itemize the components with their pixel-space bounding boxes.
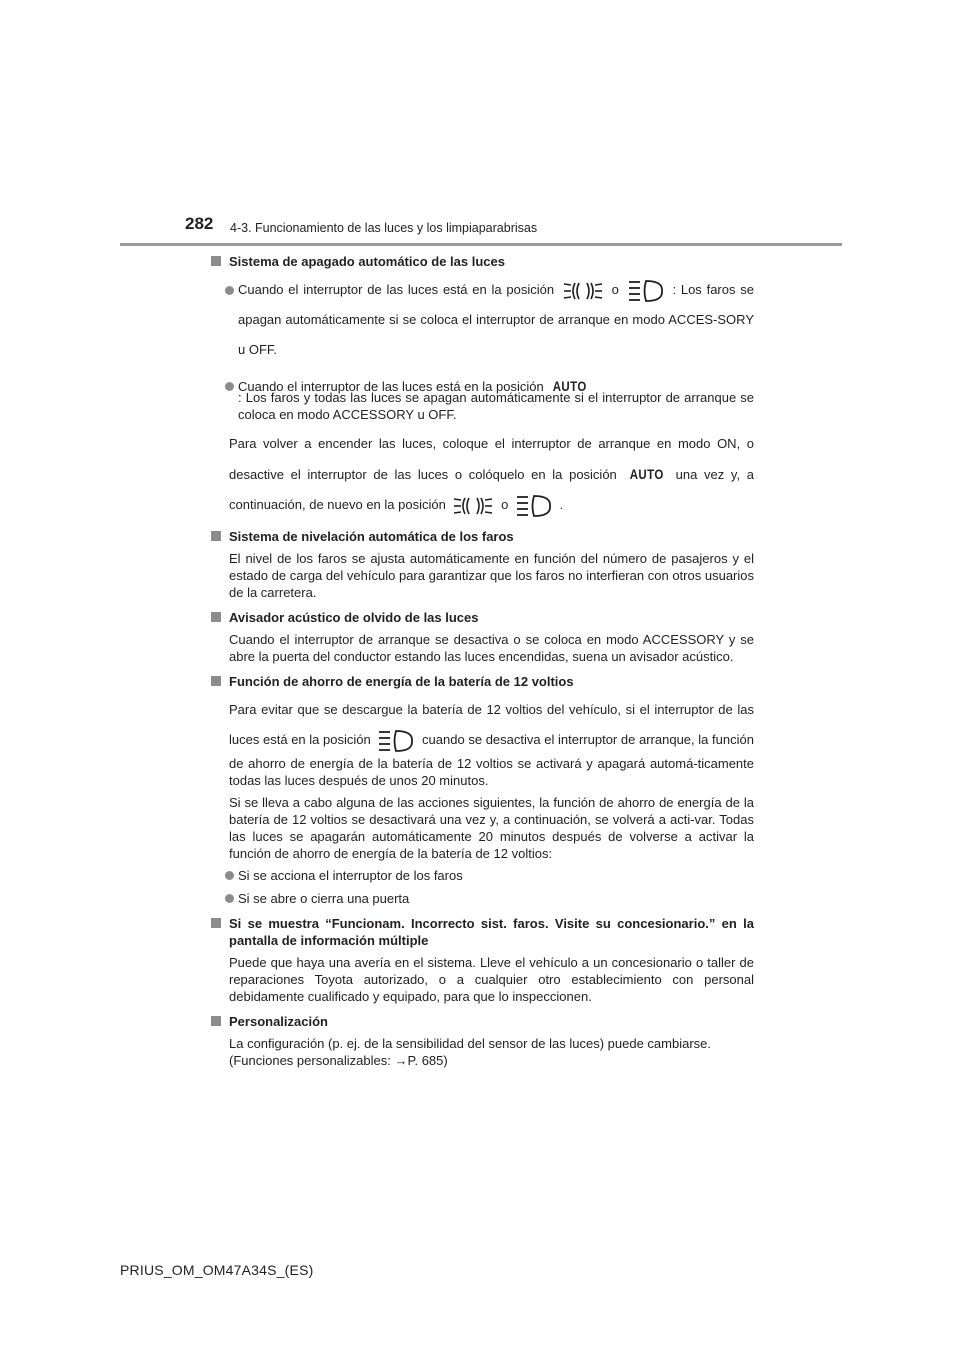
paragraph: La configuración (p. ej. de la sensibilidad del sensor de las luces) puede cambiarse. <box>229 1036 712 1051</box>
square-bullet-icon <box>211 676 221 686</box>
heading-battery-saver: Función de ahorro de energía de la batería de 12 voltios <box>209 673 754 690</box>
document-id: PRIUS_OM_OM47A34S_(ES) <box>120 1262 314 1278</box>
headlight-icon <box>628 279 664 303</box>
paragraph: El nivel de los faros se ajusta automáticamente en función del número de pasajeros y el estado de carga del vehículo para garantizar que los faros no interfieran con otros usuarios de la carretera. <box>229 551 754 600</box>
paragraph: Si se lleva a cabo alguna de las acciones siguientes, la función de ahorro de energía de la batería de 12 voltios se desactivará una vez y, a continuación, se volverá a acti-var. Todas las luces se apagarán automáticamente 20 minutos después de volverse a activar la función de ahorro de energía de la batería de 12 voltios: <box>229 795 754 861</box>
circle-bullet-icon <box>225 871 234 880</box>
circle-bullet-icon <box>225 382 234 391</box>
square-bullet-icon <box>211 918 221 928</box>
heading-auto-off: Sistema de apagado automático de las luces <box>209 253 754 270</box>
auto-label-icon: AUTO <box>629 466 664 482</box>
heading-customization: Personalización <box>209 1013 754 1030</box>
bullet-item: Si se abre o cierra una puerta <box>209 890 754 907</box>
section-title: 4-3. Funcionamiento de las luces y los limpiaparabrisas <box>230 221 538 235</box>
square-bullet-icon <box>211 1016 221 1026</box>
headlight-icon <box>516 494 552 518</box>
circle-bullet-icon <box>225 286 234 295</box>
tail-light-icon <box>563 280 603 302</box>
auto-label-icon: AUTO <box>553 378 588 394</box>
square-bullet-icon <box>211 612 221 622</box>
heading-auto-leveling: Sistema de nivelación automática de los faros <box>209 528 754 545</box>
paragraph: Para evitar que se descargue la batería de 12 voltios del vehículo, si el interruptor de las luces está en la posición cuando se desactiva el interruptor de arranque, la función de ahorro de energía de la batería de 12 voltios se activará y apagará automá-ticamente todas las luces después de unos 20 minutos. <box>229 702 754 788</box>
bullet-item: Cuando el interruptor de las luces está en la posición o : Los faros se apagan automáticamente si se coloca el interruptor de arranque en modo ACCES-SORY u OFF. <box>209 275 754 365</box>
paragraph: Puede que haya una avería en el sistema. Lleve el vehículo a un concesionario o taller de reparaciones Toyota autorizado, o a cualquier otro establecimiento con personal debidamente cualificado y equipado, para que lo inspeccionen. <box>229 955 754 1004</box>
tail-light-icon <box>453 495 493 517</box>
square-bullet-icon <box>211 256 221 266</box>
header-divider <box>120 243 842 246</box>
paragraph: Cuando el interruptor de arranque se desactiva o se coloca en modo ACCESSORY y se abre la puerta del conductor estando las luces encendidas, suena un avisador acústico. <box>229 632 754 664</box>
heading-malfunction-message: Si se muestra “Funcionam. Incorrecto sist. faros. Visite su concesionario.” en la pantalla de información múltiple <box>209 915 754 949</box>
heading-light-reminder: Avisador acústico de olvido de las luces <box>209 609 754 626</box>
bullet-item: Si se acciona el interruptor de los faros <box>209 867 754 884</box>
circle-bullet-icon <box>225 894 234 903</box>
page-number: 282 <box>185 214 214 233</box>
square-bullet-icon <box>211 531 221 541</box>
paragraph: Para volver a encender las luces, coloque el interruptor de arranque en modo ON, o desactive el interruptor de las luces o colóquelo en la posición AUTO una vez y, a continuación, de nuevo en la posición o . <box>209 429 754 520</box>
headlight-icon <box>378 729 414 753</box>
page-content <box>209 253 754 1074</box>
bullet-item: Cuando el interruptor de las luces está en la posición AUTO : Los faros y todas las luces se apagan automáticamente si el interruptor de arranque se coloca en modo ACCESSORY u OFF. <box>209 371 754 423</box>
page-reference-link[interactable]: (Funciones personalizables: →P. 685) <box>229 1053 448 1068</box>
paragraph <box>209 1052 754 1069</box>
